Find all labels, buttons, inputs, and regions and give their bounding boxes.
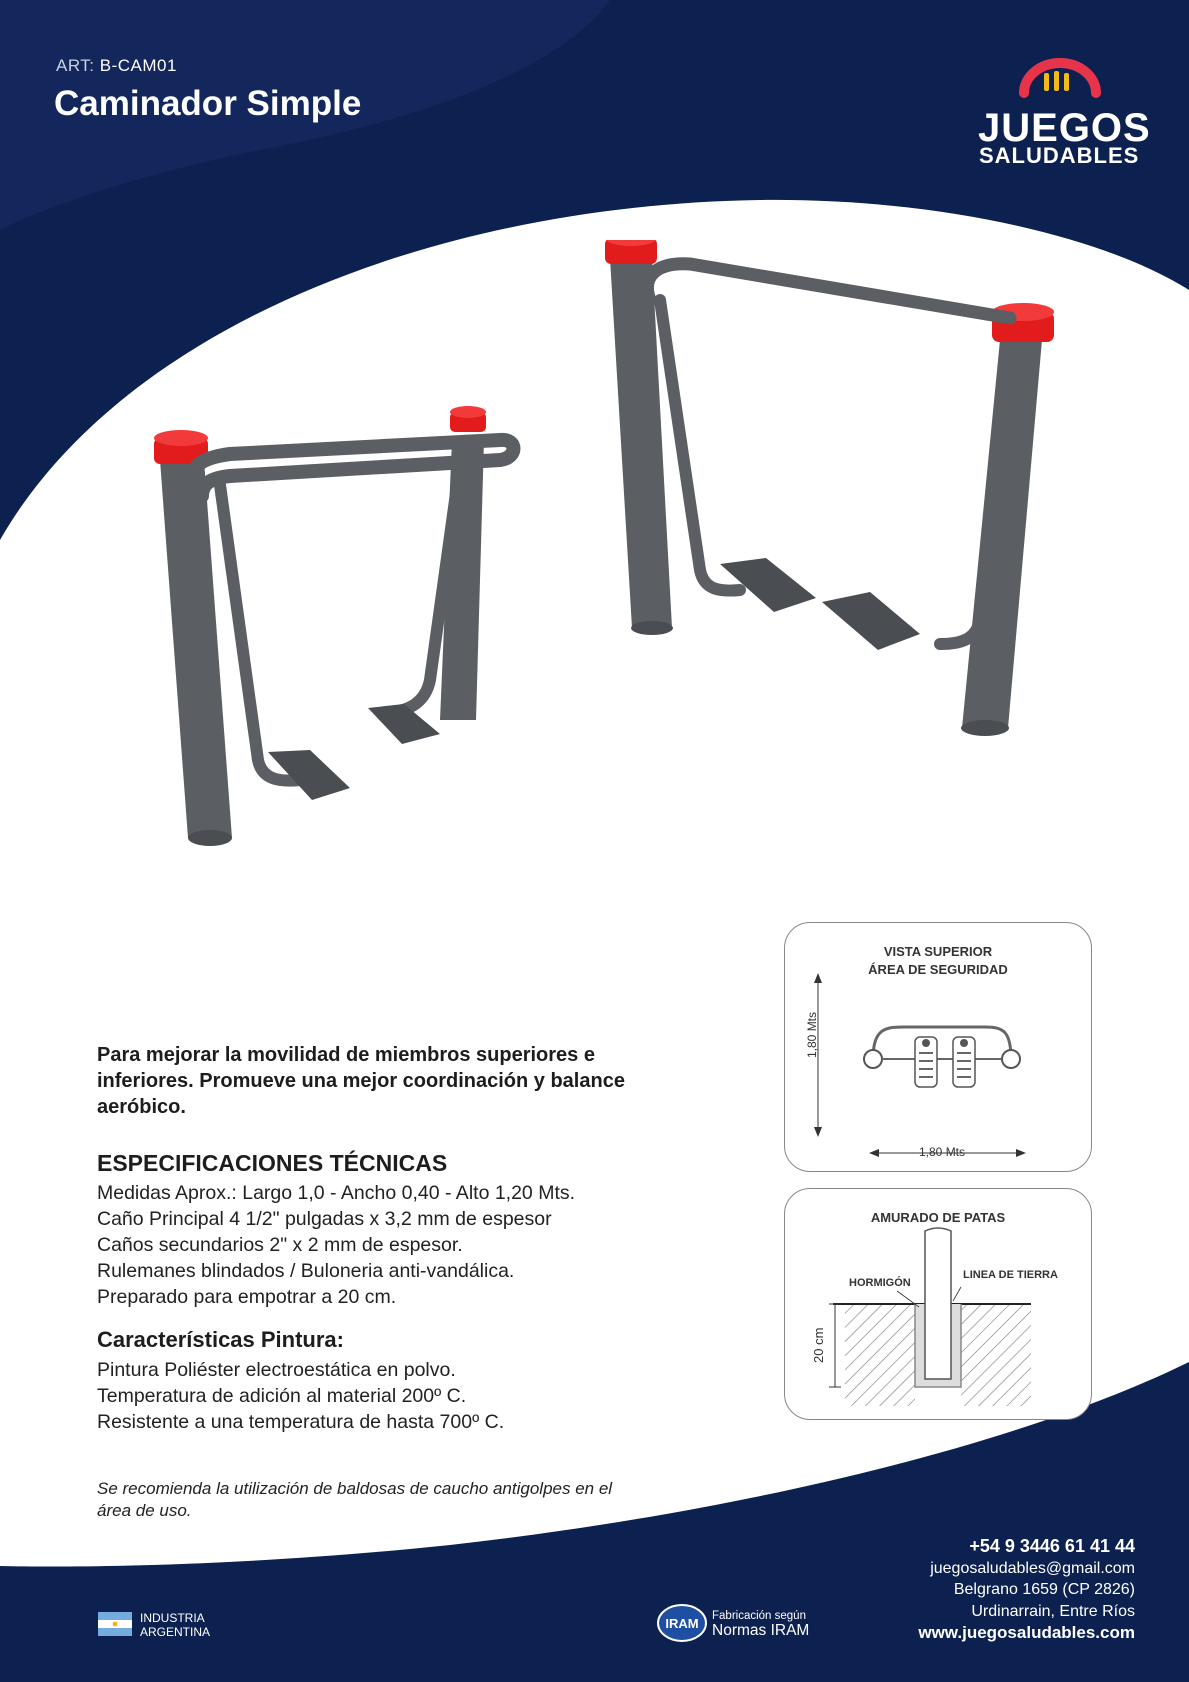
concrete-label: HORMIGÓN	[849, 1277, 911, 1289]
contact-address: Belgrano 1659 (CP 2826)	[953, 1581, 1135, 1598]
contact-email[interactable]: juegosaludables@gmail.com	[930, 1559, 1135, 1577]
contact-phone[interactable]: +54 9 3446 61 41 44	[969, 1536, 1135, 1556]
industria-line-2: ARGENTINA	[140, 1625, 211, 1639]
industria-line-1: INDUSTRIA	[140, 1611, 205, 1625]
brand-name-bottom: SALUDABLES	[979, 143, 1140, 168]
paint-list	[97, 1357, 504, 1435]
contact-block	[918, 1536, 1135, 1644]
spec-line: Preparado para empotrar a 20 cm.	[97, 1286, 397, 1308]
iram-logo-icon	[657, 1604, 707, 1642]
footing-diagram-title: AMURADO DE PATAS	[870, 1210, 1006, 1225]
spec-line: Rulemanes blindados / Buloneria anti-vandálica.	[97, 1260, 515, 1282]
specs-heading: ESPECIFICACIONES TÉCNICAS	[97, 1150, 448, 1176]
paint-line: Temperatura de adición al material 200º C.	[97, 1385, 467, 1407]
paint-heading: Características Pintura:	[97, 1327, 344, 1352]
spec-line: Medidas Aprox.: Largo 1,0 - Ancho 0,40 - Alto 1,20 Mts.	[97, 1182, 576, 1204]
depth-label: 20 cm	[811, 1327, 826, 1363]
product-description: Para mejorar la movilidad de miembros superiores e inferiores. Promueve una mejor coordinación y balance aeróbico.	[97, 1044, 625, 1118]
contact-city: Urdinarrain, Entre Ríos	[971, 1602, 1135, 1620]
product-title: Caminador Simple	[54, 84, 362, 123]
paint-line: Resistente a una temperatura de hasta 700º C.	[97, 1411, 505, 1433]
spec-line: Caño Principal 4 1/2" pulgadas x 3,2 mm de espesor	[97, 1208, 552, 1230]
ground-line-label: LINEA DE TIERRA	[963, 1269, 1058, 1281]
height-dimension-label: 1,80 Mts	[805, 1011, 819, 1058]
footing-diagram	[784, 1188, 1092, 1420]
iram-line-1: Fabricación según	[712, 1610, 806, 1622]
article-label: ART:	[56, 56, 95, 75]
walker-unit-left	[154, 406, 514, 846]
article-code	[56, 56, 177, 76]
paint-line: Pintura Poliéster electroestática en polvo.	[97, 1359, 456, 1381]
article-number: B-CAM01	[99, 56, 177, 75]
usage-note: Se recomienda la utilización de baldosas de caucho antigolpes en el área de uso.	[97, 1479, 613, 1520]
iram-line-2: Normas IRAM	[712, 1622, 810, 1639]
footing-drawing	[785, 1189, 1091, 1419]
brand-name-top: JUEGOS	[978, 106, 1151, 150]
product-render-image	[140, 240, 1100, 900]
specs-list	[97, 1180, 575, 1310]
iram-logo-text: IRAM	[665, 1616, 699, 1631]
safety-area-diagram	[784, 922, 1092, 1172]
walker-unit-right	[605, 240, 1054, 736]
argentina-flag-icon	[98, 1612, 132, 1636]
width-dimension-label: 1,80 Mts	[919, 1145, 966, 1159]
spec-line: Caños secundarios 2" x 2 mm de espesor.	[97, 1234, 463, 1256]
iram-norms	[712, 1610, 809, 1640]
contact-website[interactable]: www.juegosaludables.com	[918, 1623, 1135, 1642]
industria-argentina-label	[140, 1611, 210, 1639]
safety-diagram-title-2: ÁREA DE SEGURIDAD	[868, 962, 1008, 977]
top-view-drawing	[785, 923, 1091, 1171]
safety-diagram-title-1: VISTA SUPERIOR	[883, 944, 993, 959]
